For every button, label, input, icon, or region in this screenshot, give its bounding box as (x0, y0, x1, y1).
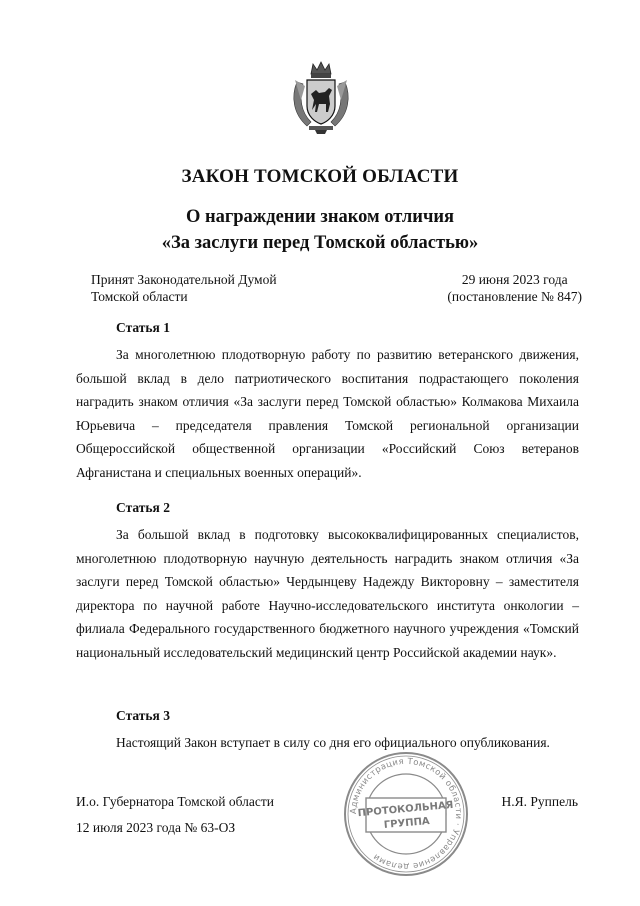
law-subtitle (0, 204, 640, 256)
law-title: ЗАКОН ТОМСКОЙ ОБЛАСТИ (181, 166, 459, 187)
article-2-heading: Статья 2 (116, 500, 170, 515)
adopted-by-line-1: Принят Законодательной Думой (91, 272, 277, 287)
law-date-number: 12 июля 2023 года № 63-ОЗ (76, 820, 236, 835)
law-subtitle-line-1: О награждении знаком отличия (185, 207, 455, 227)
article-3-heading: Статья 3 (116, 708, 170, 723)
adoption-info (91, 271, 277, 305)
official-stamp-icon (342, 750, 470, 878)
tomsk-coat-of-arms-icon (289, 60, 353, 134)
stamp-center-line-2: ГРУППА (383, 815, 431, 831)
adoption-date: 29 июня 2023 года (461, 272, 568, 287)
article-2-text: За большой вклад в подготовку высококвалифицированных специалистов, многолетнюю плодотворную научную деятельность наградить знаком отличия «За заслуги перед Томской областью» Чердынцеву Надежду Викторовну – заместителя директора по научной работе Научно-исследовательского института онкологии – филиала Федерального государственного бюджетного научного учреждения «Томский национальный исследовательский медицинский центр Российской академии наук». (76, 527, 579, 660)
signatory-name: Н.Я. Руппель (501, 794, 578, 809)
adopted-by-line-2: Томской области (91, 289, 188, 304)
adoption-date-info (447, 271, 582, 305)
article-1-text: За многолетнюю плодотворную работу по развитию ветеранского движения, большой вклад в дело патриотического воспитания подрастающего поколения наградить знаком отличия «За заслуги перед Томской областью» Колмакова Михаила Юрьевича – председателя правления Томской региональной организации Общероссийской общественной организации «Российский Союз ветеранов Афганистана и специальных военных операций». (76, 347, 579, 480)
resolution-number: (постановление № 847) (447, 289, 582, 304)
article-3-text: Настоящий Закон вступает в силу со дня его официального опубликования. (116, 735, 550, 750)
article-1-heading: Статья 1 (116, 320, 170, 335)
signatory-position: И.о. Губернатора Томской области (76, 794, 274, 809)
stamp-ring-text: Администрация Томской области · Управление делами (348, 756, 464, 872)
stamp-center-line-1: ПРОТОКОЛЬНАЯ (357, 799, 454, 820)
law-subtitle-line-2: «За заслуги перед Томской областью» (161, 233, 479, 253)
